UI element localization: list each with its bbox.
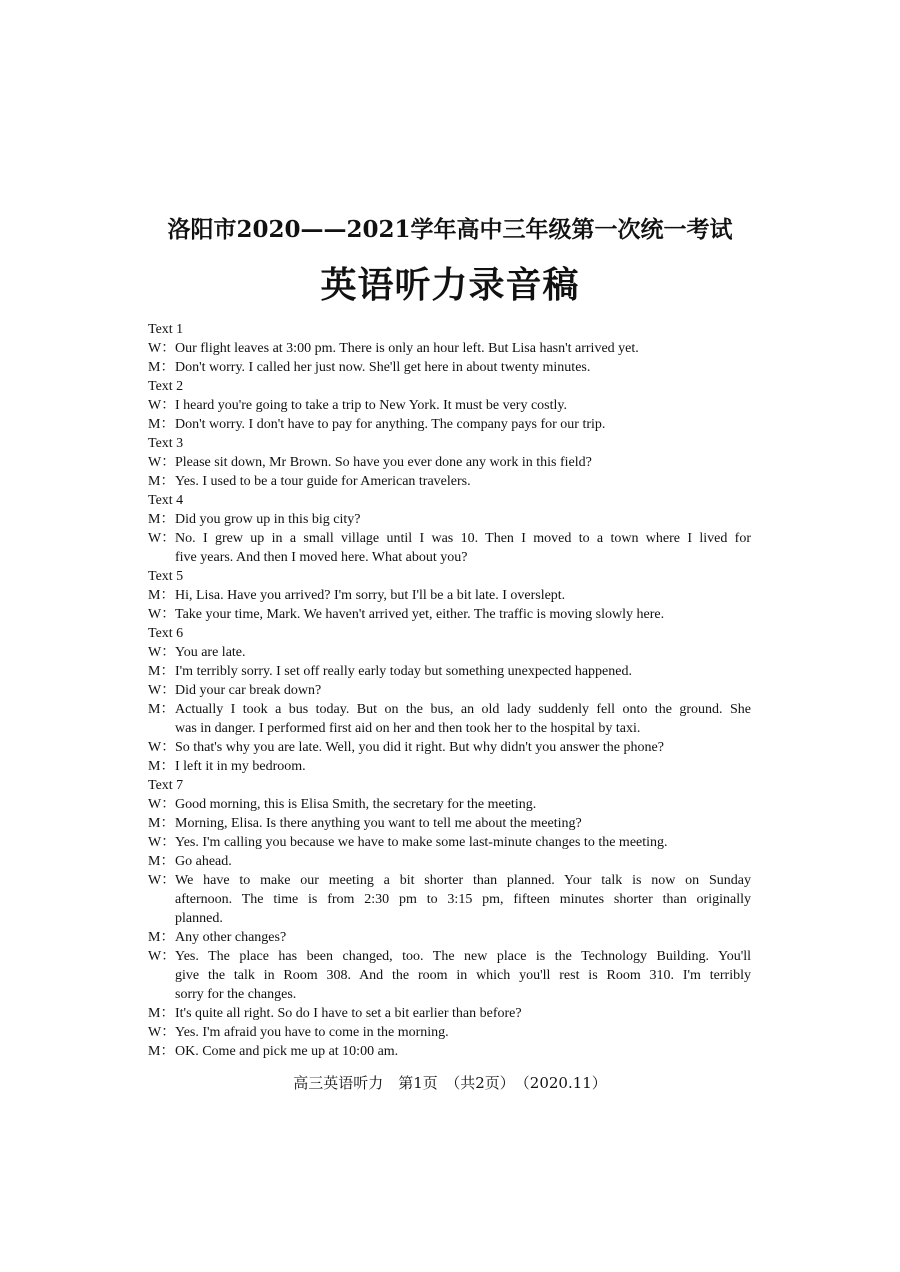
speaker-label: W：: [148, 835, 176, 850]
dialogue-line: Did your car break down?: [175, 683, 322, 698]
transcript-body: [148, 320, 751, 1061]
speaker-label: M：: [148, 474, 175, 489]
dialogue-line: Don't worry. I called her just now. She'll get here in about twenty minutes.: [175, 360, 591, 375]
dialogue-turn: [148, 928, 751, 947]
dialogue-turn: [148, 472, 751, 491]
dialogue-line: Go ahead.: [175, 854, 232, 869]
text-section: [148, 491, 751, 567]
dialogue-line: Did you grow up in this big city?: [175, 512, 361, 527]
dialogue-line: sorry for the changes.: [175, 987, 297, 1002]
dialogue-line: Hi, Lisa. Have you arrived? I'm sorry, but I'll be a bit late. I overslept.: [175, 588, 566, 603]
dialogue-line: planned.: [175, 911, 223, 926]
text-label: Text 6: [148, 626, 184, 641]
dialogue-turn: [148, 510, 751, 529]
dialogue-line: Morning, Elisa. Is there anything you want to tell me about the meeting?: [175, 816, 582, 831]
dialogue-turn: [148, 415, 751, 434]
speaker-label: M：: [148, 702, 175, 717]
dialogue-line: Yes. I'm calling you because we have to make some last-minute changes to the meeting.: [175, 835, 668, 850]
speaker-label: M：: [148, 664, 175, 679]
speaker-label: W：: [148, 740, 176, 755]
dialogue-line: Yes. I'm afraid you have to come in the morning.: [175, 1025, 449, 1040]
speaker-label: W：: [148, 949, 176, 964]
speaker-label: W：: [148, 873, 176, 888]
speaker-label: W：: [148, 531, 176, 546]
dialogue-line: afternoon. The time is from 2:30 pm to 3:15 pm, fifteen minutes shorter than originally: [175, 892, 751, 907]
dialogue-turn: [148, 358, 751, 377]
speaker-label: W：: [148, 455, 176, 470]
speaker-label: W：: [148, 683, 176, 698]
speaker-label: W：: [148, 645, 176, 660]
dialogue-line: No. I grew up in a small village until I was 10. Then I moved to a town where I lived for: [175, 531, 751, 546]
text-label: Text 5: [148, 569, 184, 584]
dialogue-turn: [148, 1023, 751, 1042]
dialogue-turn: [148, 814, 751, 833]
dialogue-line: I'm terribly sorry. I set off really early today but something unexpected happened.: [175, 664, 632, 679]
dialogue-line: five years. And then I moved here. What about you?: [175, 550, 468, 565]
dialogue-turn: [148, 586, 751, 605]
speaker-label: M：: [148, 512, 175, 527]
text-label: Text 2: [148, 379, 184, 394]
dialogue-line: You are late.: [175, 645, 246, 660]
dialogue-line: Our flight leaves at 3:00 pm. There is only an hour left. But Lisa hasn't arrived yet.: [175, 341, 639, 356]
dialogue-line: Yes. I used to be a tour guide for American travelers.: [175, 474, 471, 489]
dialogue-turn: [148, 339, 751, 358]
text-label: Text 4: [148, 493, 184, 508]
dialogue-turn: [148, 700, 751, 738]
dialogue-line: Yes. The place has been changed, too. The new place is the Technology Building. You'll: [175, 949, 751, 964]
dialogue-line: Actually I took a bus today. But on the bus, an old lady suddenly fell onto the ground. She: [175, 702, 751, 717]
dialogue-turn: [148, 529, 751, 567]
dialogue-line: So that's why you are late. Well, you did it right. But why didn't you answer the phone?: [175, 740, 664, 755]
dialogue-turn: [148, 605, 751, 624]
dialogue-line: Please sit down, Mr Brown. So have you ever done any work in this field?: [175, 455, 592, 470]
speaker-label: M：: [148, 1044, 175, 1059]
dialogue-turn: [148, 947, 751, 1004]
text-section: [148, 377, 751, 434]
dialogue-turn: [148, 396, 751, 415]
speaker-label: M：: [148, 417, 175, 432]
speaker-label: M：: [148, 360, 175, 375]
speaker-label: M：: [148, 854, 175, 869]
dialogue-line: We have to make our meeting a bit shorter than planned. Your talk is now on Sunday: [175, 873, 751, 888]
dialogue-line: I left it in my bedroom.: [175, 759, 306, 774]
exam-title: 洛阳市2020——2021学年高中三年级第一次统一考试: [167, 216, 733, 243]
dialogue-line: It's quite all right. So do I have to set a bit earlier than before?: [175, 1006, 522, 1021]
page-footer: 高三英语听力 第1页 （共2页） （2020.11）: [293, 1074, 607, 1092]
dialogue-line: OK. Come and pick me up at 10:00 am.: [175, 1044, 399, 1059]
dialogue-turn: [148, 1004, 751, 1023]
dialogue-line: Don't worry. I don't have to pay for anything. The company pays for our trip.: [175, 417, 606, 432]
text-label: Text 7: [148, 778, 184, 793]
speaker-label: M：: [148, 816, 175, 831]
dialogue-turn: [148, 871, 751, 928]
text-section: [148, 776, 751, 1061]
speaker-label: M：: [148, 759, 175, 774]
dialogue-line: give the talk in Room 308. And the room in which you'll rest is Room 310. I'm terribly: [175, 968, 751, 983]
dialogue-line: I heard you're going to take a trip to New York. It must be very costly.: [175, 398, 567, 413]
text-section: [148, 320, 751, 377]
text-section: [148, 434, 751, 491]
text-label: Text 3: [148, 436, 184, 451]
document-title: 英语听力录音稿: [320, 264, 580, 306]
dialogue-turn: [148, 757, 751, 776]
dialogue-turn: [148, 681, 751, 700]
speaker-label: W：: [148, 607, 176, 622]
text-label: Text 1: [148, 322, 184, 337]
dialogue-turn: [148, 453, 751, 472]
speaker-label: W：: [148, 1025, 176, 1040]
speaker-label: M：: [148, 930, 175, 945]
dialogue-turn: [148, 662, 751, 681]
text-section: [148, 624, 751, 776]
dialogue-turn: [148, 795, 751, 814]
speaker-label: M：: [148, 1006, 175, 1021]
text-section: [148, 567, 751, 624]
dialogue-line: was in danger. I performed first aid on her and then took her to the hospital by taxi.: [175, 721, 641, 736]
dialogue-turn: [148, 738, 751, 757]
speaker-label: W：: [148, 398, 176, 413]
dialogue-line: Any other changes?: [175, 930, 287, 945]
dialogue-turn: [148, 833, 751, 852]
dialogue-turn: [148, 643, 751, 662]
speaker-label: W：: [148, 797, 176, 812]
speaker-label: W：: [148, 341, 176, 356]
speaker-label: M：: [148, 588, 175, 603]
dialogue-turn: [148, 852, 751, 871]
dialogue-line: Take your time, Mark. We haven't arrived yet, either. The traffic is moving slowly here.: [175, 607, 665, 622]
dialogue-turn: [148, 1042, 751, 1061]
dialogue-line: Good morning, this is Elisa Smith, the secretary for the meeting.: [175, 797, 537, 812]
